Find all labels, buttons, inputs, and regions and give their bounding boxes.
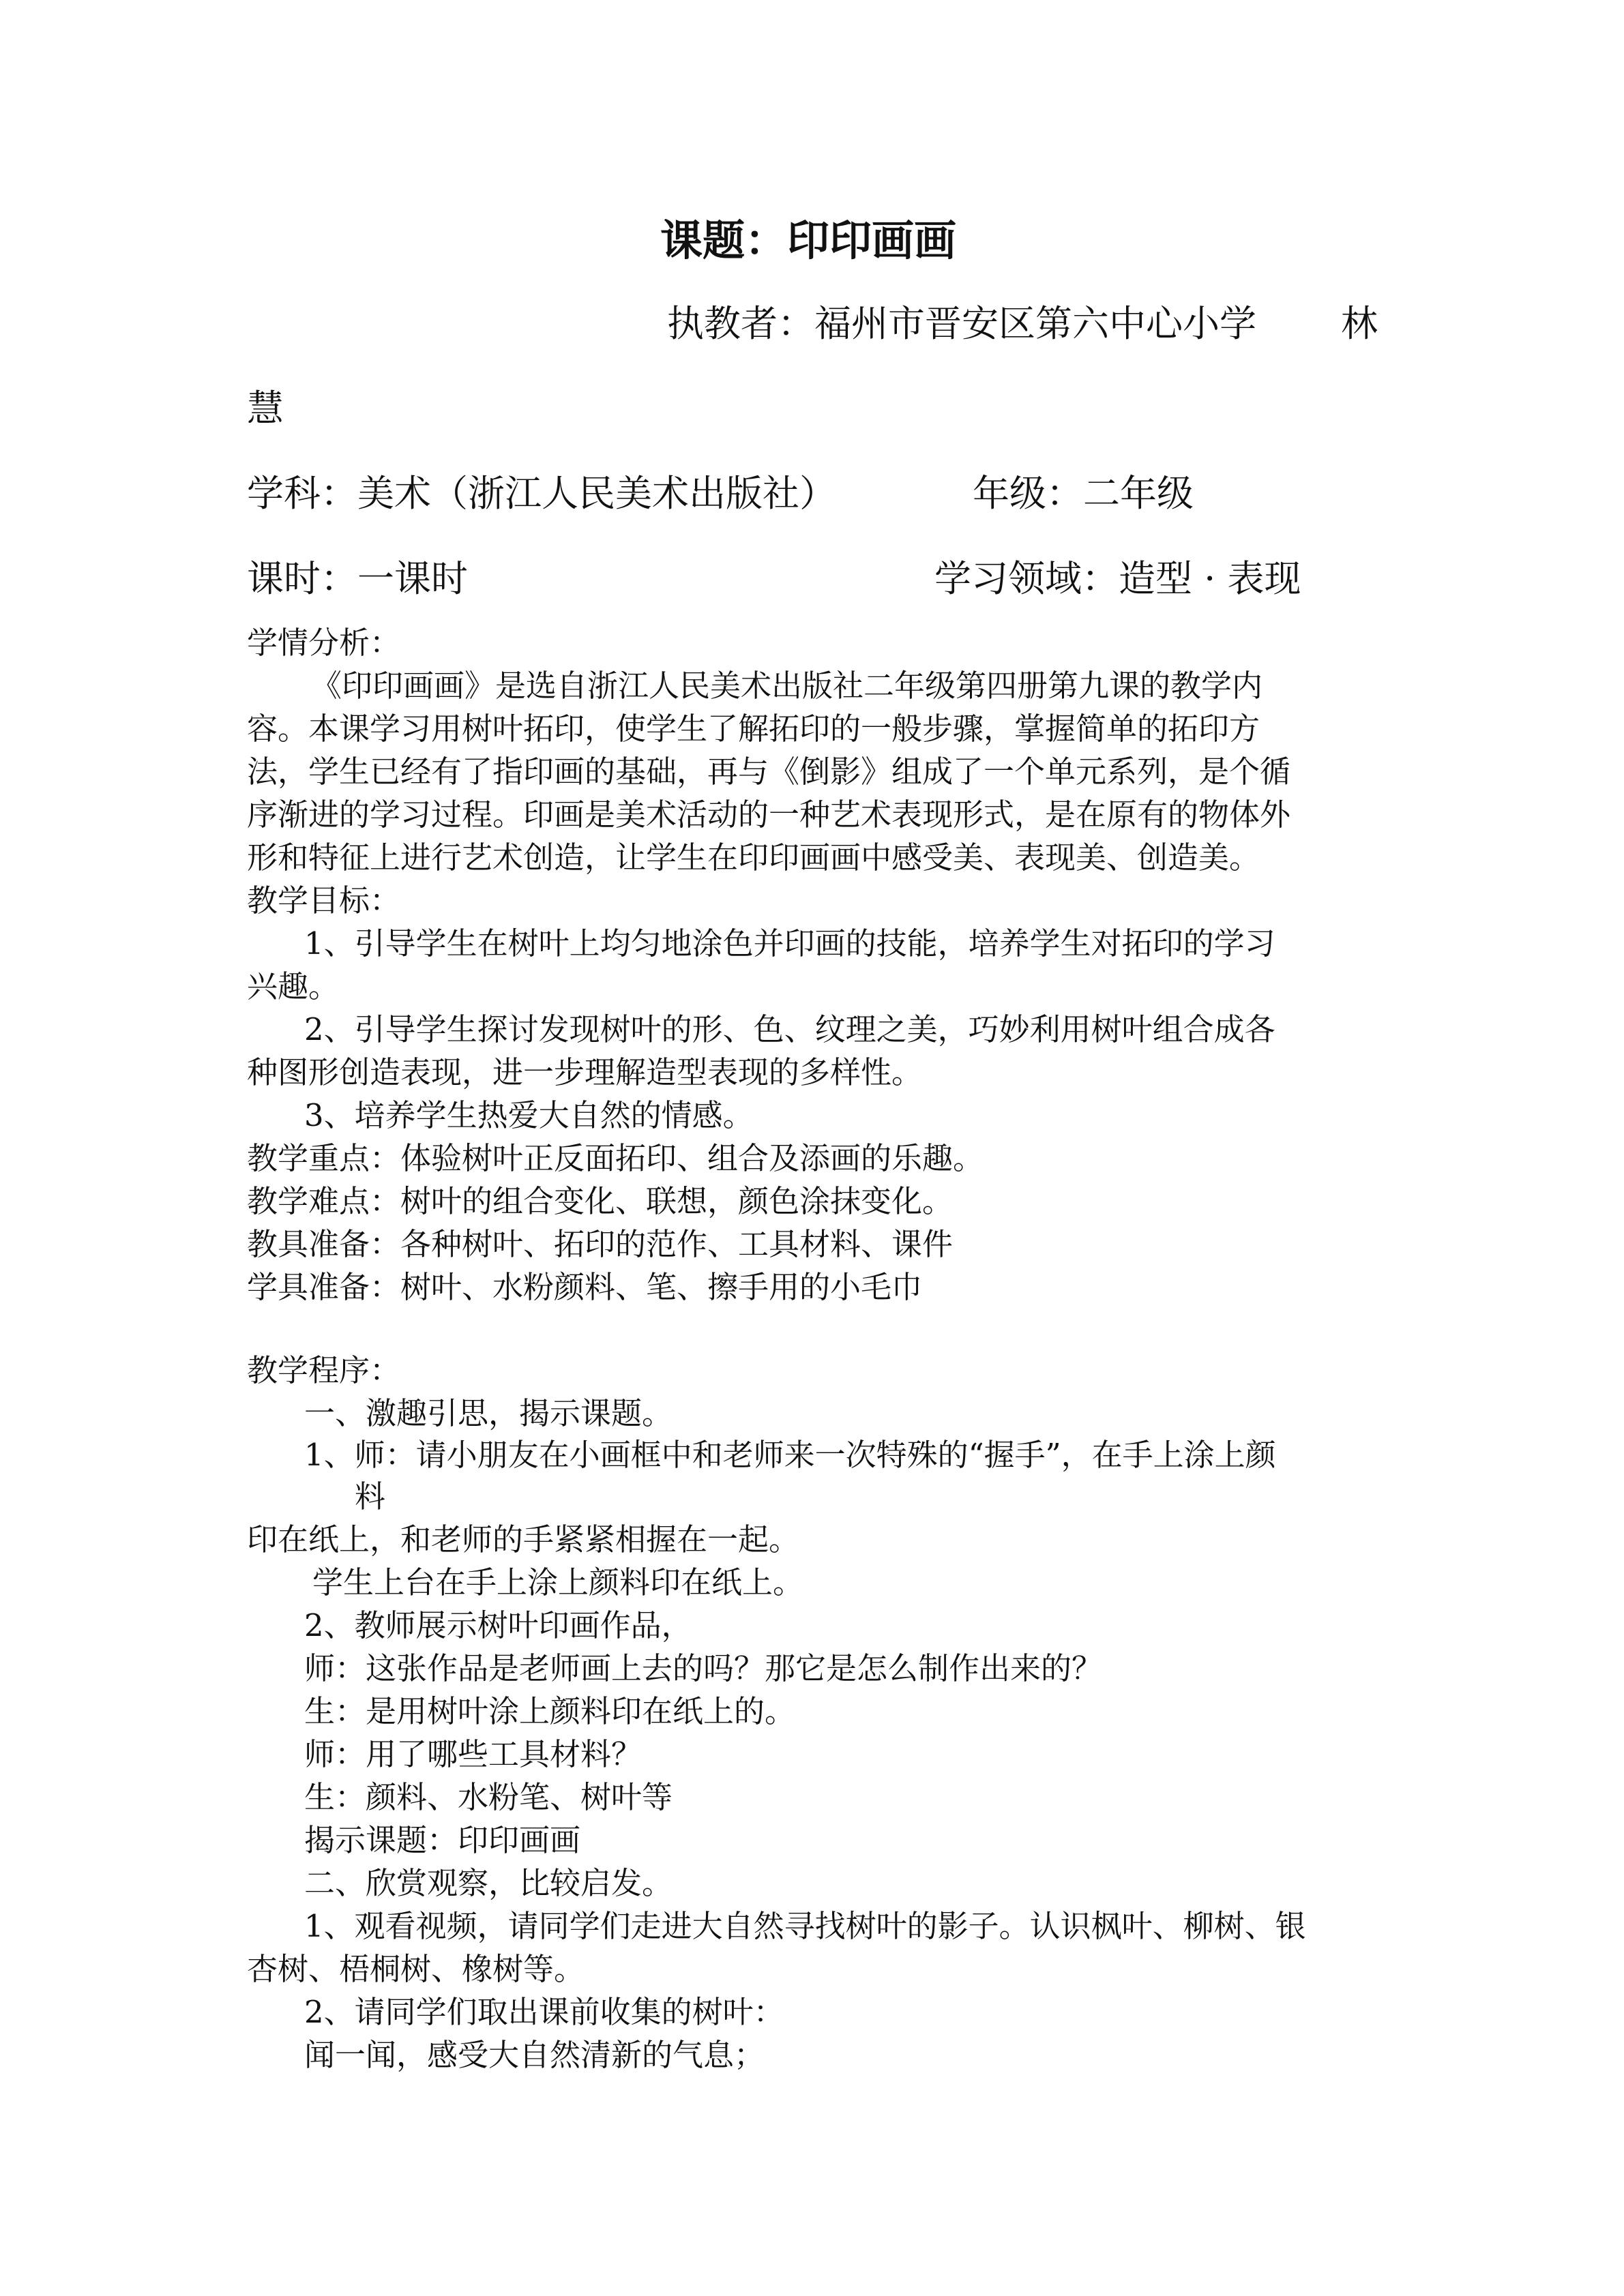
procedure-line: 闻一闻，感受大自然清新的气息； [304,2037,765,2073]
teaching-focus: 教学重点：体验树叶正反面拓印、组合及添画的乐趣。 [247,1140,984,1176]
teacher-name-part2: 慧 [247,387,284,430]
goal-line: 1、引导学生在树叶上均匀地涂色并印画的技能，培养学生对拓印的学习 [304,925,1275,961]
teacher-name-part1: 林 [1341,302,1378,345]
grade-info: 年级：二年级 [973,472,1194,515]
analysis-heading: 学情分析： [247,625,401,661]
procedure-line: 师：用了哪些工具材料？ [304,1736,643,1772]
procedure-line: 杏树、梧桐树、橡树等。 [247,1951,585,1987]
analysis-line: 容。本课学习用树叶拓印，使学生了解拓印的一般步骤，掌握简单的拓印方 [247,711,1260,747]
period-info: 课时：一课时 [247,557,468,600]
procedure-line: 生：颜料、水粉笔、树叶等 [304,1779,673,1815]
goal-line: 2、引导学生探讨发现树叶的形、色、纹理之美，巧妙利用树叶组合成各 [304,1011,1275,1047]
procedure-line: 一、激趣引思，揭示课题。 [304,1395,673,1431]
procedure-line: 料 [355,1478,386,1515]
teacher-materials: 教具准备：各种树叶、拓印的范作、工具材料、课件 [247,1226,954,1262]
procedure-line: 师：这张作品是老师画上去的吗？那它是怎么制作出来的？ [304,1650,1103,1686]
goal-line: 兴趣。 [247,968,340,1004]
analysis-line: 形和特征上进行艺术创造，让学生在印印画画中感受美、表现美、创造美。 [247,839,1260,876]
procedure-line: 2、教师展示树叶印画作品， [304,1607,692,1643]
subject-info: 学科：美术（浙江人民美术出版社） [247,472,836,515]
teacher-line: 执教者：福州市晋安区第六中心小学 [667,302,1256,345]
procedure-line: 印在纸上，和老师的手紧紧相握在一起。 [247,1521,800,1557]
procedure-line: 1、师：请小朋友在小画框中和老师来一次特殊的“握手”，在手上涂上颜 [304,1437,1276,1473]
procedure-line: 生：是用树叶涂上颜料印在纸上的。 [304,1693,796,1729]
procedure-line: 二、欣赏观察，比较启发。 [304,1865,673,1901]
student-materials: 学具准备：树叶、水粉颜料、笔、擦手用的小毛巾 [247,1269,923,1305]
procedure-heading: 教学程序： [247,1352,401,1388]
goals-heading: 教学目标： [247,882,401,919]
learning-domain-info: 学习领域：造型 · 表现 [934,557,1301,600]
procedure-line: 学生上台在手上涂上颜料印在纸上。 [312,1564,804,1600]
analysis-line: 《印印画画》是选自浙江人民美术出版社二年级第四册第九课的教学内 [311,668,1263,704]
lesson-title: 课题：印印画画 [660,215,957,265]
procedure-line: 揭示课题：印印画画 [304,1822,581,1858]
procedure-line: 2、请同学们取出课前收集的树叶： [304,1994,784,2030]
goal-line: 种图形创造表现，进一步理解造型表现的多样性。 [247,1054,923,1090]
analysis-line: 序渐进的学习过程。印画是美术活动的一种艺术表现形式，是在原有的物体外 [247,796,1291,833]
goal-line: 3、培养学生热爱大自然的情感。 [304,1097,754,1133]
teaching-difficulty: 教学难点：树叶的组合变化、联想，颜色涂抹变化。 [247,1183,954,1219]
analysis-line: 法，学生已经有了指印画的基础，再与《倒影》组成了一个单元系列，是个循 [247,754,1291,790]
procedure-line: 1、观看视频，请同学们走进大自然寻找树叶的影子。认识枫叶、柳树、银 [304,1908,1306,1944]
